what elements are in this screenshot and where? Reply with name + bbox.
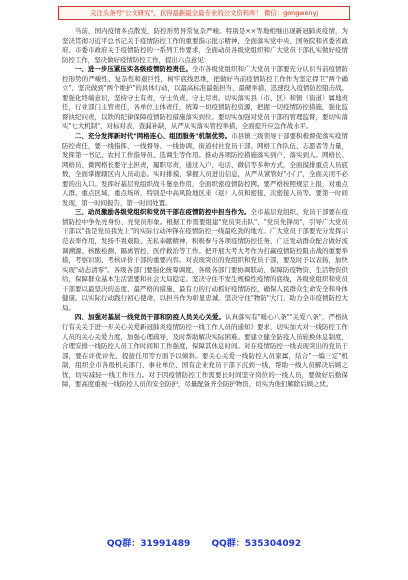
section-heading: 一、进一步压紧压实各级疫情防控责任。 — [74, 65, 192, 74]
section-heading: 三、动员激励各级党组织和党员干部在疫情防控中担当作为。 — [74, 208, 251, 217]
paragraph-text: 当前，国内疫情多点散发，防控形势异常复杂严峻。特别是××等地相继出现新冠肺炎疫情，为坚决贯彻习近平总书记关于疫情防控工作的重要指示批示精神，全面落实党中央、国务院和省委省政府、市委市政府关于疫情防控的一系列工作要求，全面动员各级党组织和广大党员干部扎实做好疫情防控工作，坚决做好疫情防控工作，提出六点意见： — [62, 27, 348, 64]
paragraph-text: 市县镇三级领导干部要积极督促落实疫情防控责任，要一线指挥、一线督导、一线协调，街道村社党员干部、网格工作队伍、志愿者等力量，发挥第一书记、农村工作指导员、选调生等作用。推动各项防控措施落实到户、落实到人。网格长、网格员、微网格长要守土担责，履职尽责，通过入户、电话、微信等多种方式，全面摸排重点人员底数，全面掌握辖区内人员动态。实时排摸，掌握人员进出信息，从严从紧管好"小门"，全面关闭不必要的出入口。发挥好基层党组织战斗堡垒作用，全面织密疫情防控网。要严格按照规定上报，对重点人群、重点区域、重点场所，特别是中高风险地区来（返）人员和密接、次密接人员等。要第一时间发现，第一时间报告，第一时间处置。 — [62, 132, 348, 207]
paragraph-text: 认真落实有"暖心八条""关爱八条"，严格执行有关关于进一步关心关爱新冠肺炎疫情防控一线工作人员的通知》要求，切实加大对一线防控工作人员的关心关爱力度，加强心理疏导，及时帮助解决实际困难。要建立健全防疫人员轮换休息制度，合理安排一线防控人员工作时间和工作强度，保障其休息时间。对在疫情防控一线表现突出的党员干部，要在评优评先、提拔任用等方面予以倾斜。要关心关爱一线防控人员家属，结合"一编三定"机制，组织全市各级机关部门、事业单位、国有企业党员干部下沉到一线，帮助一线人员解决后顾之忧，切实减轻一线工作压力。对于因疫情防控工作需要长时间坚守岗位的一线人员，要做好后勤保障，要高度重视一线防控人员的安全防护，尽量配备齐全防护物资，切实为他们解除后顾之忧。 — [62, 313, 348, 389]
paragraph-intro — [62, 27, 348, 65]
paragraph-section-3 — [62, 208, 348, 313]
qq-group-2: QQ群：535304092 — [211, 539, 302, 549]
document-body — [62, 27, 348, 390]
paragraph-section-4 — [62, 313, 348, 389]
section-heading: 四、加强对基层一线党员干部和防疫人员关心关爱。 — [74, 313, 225, 322]
promo-banner: 关注头条号"公文研究"，获得最新最全最专业的公文资料库！ 微信：gongwenyj — [58, 6, 350, 20]
paragraph-text: 全市各级党组织和广大党员干部要充分认识当前疫情防控形势的严峻性、复杂性和艰巨性，树牢底线思维，把做好当前疫情防控工作作为坚定捍卫"两个确立"、坚决做到"两个维护"的具体行动，以最高标准最强担当、最硬举措，迅速投入疫情防控阻击战。要强化终端意识，坚持守土有责、守土负责、守土尽责。切实落实县（市、区）和镇（街道）属地责任，行业部门主管责任，各单位主体责任，统筹一切疫情防控资源，把握一切疫情防控措施，强化监督执纪问责，以铁的纪律保障疫情防控措施落实到位。要切实加强对党员干部的管理监督，要切实落实"七大机制"，对标对表、查漏补缺，从严从实落实管控举措，全面提升应急作战水平。 — [62, 65, 348, 131]
qq-group-1: QQ群：31991489 — [106, 539, 191, 549]
paragraph-section-1 — [62, 65, 348, 132]
footer-contact — [0, 536, 408, 552]
section-heading: 二、充分发挥新时代"网格连心、组团服务"机制优势。 — [74, 132, 232, 141]
paragraph-text: 全市基层党组织、党员干部要在疫情防控中争先亮身份、亮党员形象。根据工作需要组建"党员突击队"、"党员先锋岗"，引导广大党员干部以"我是党员我先上"的实际行动冲锋在疫情防控一线最吃劲的地方。广大党员干部要充分发挥示范表率作用，发扬不畏艰险、无私奉献精神，积极参与各项疫情防控任务，广泛发动群众配合做好流调溯源、核酸检测、隔离管控、医疗救治等工作。把开展大考大考作为打赢疫情防控阻击战的重要举措，考察识别、考核评价干部的重要内容。对表现突出的党组织和党员干部，要及时予以表扬，加快实现"动态清零"。各级各部门要强化统筹调度，各级各部门要协调联动，保障防疫物资、生活物资供给，保障群众基本生活需要和社会大局稳定。坚决守住不发生规模性疫情的底线，各级党组织和党员干部要以最坚决的态度、最严格的措施、最有力的行动抓好疫情防控，确保人民群众生命安全和身体健康。以实际行动践行初心使命，以担当作为彰显忠诚。坚决守住"物防"大门，助力全市疫情防控大局。 — [62, 208, 348, 312]
paragraph-section-2 — [62, 132, 348, 208]
